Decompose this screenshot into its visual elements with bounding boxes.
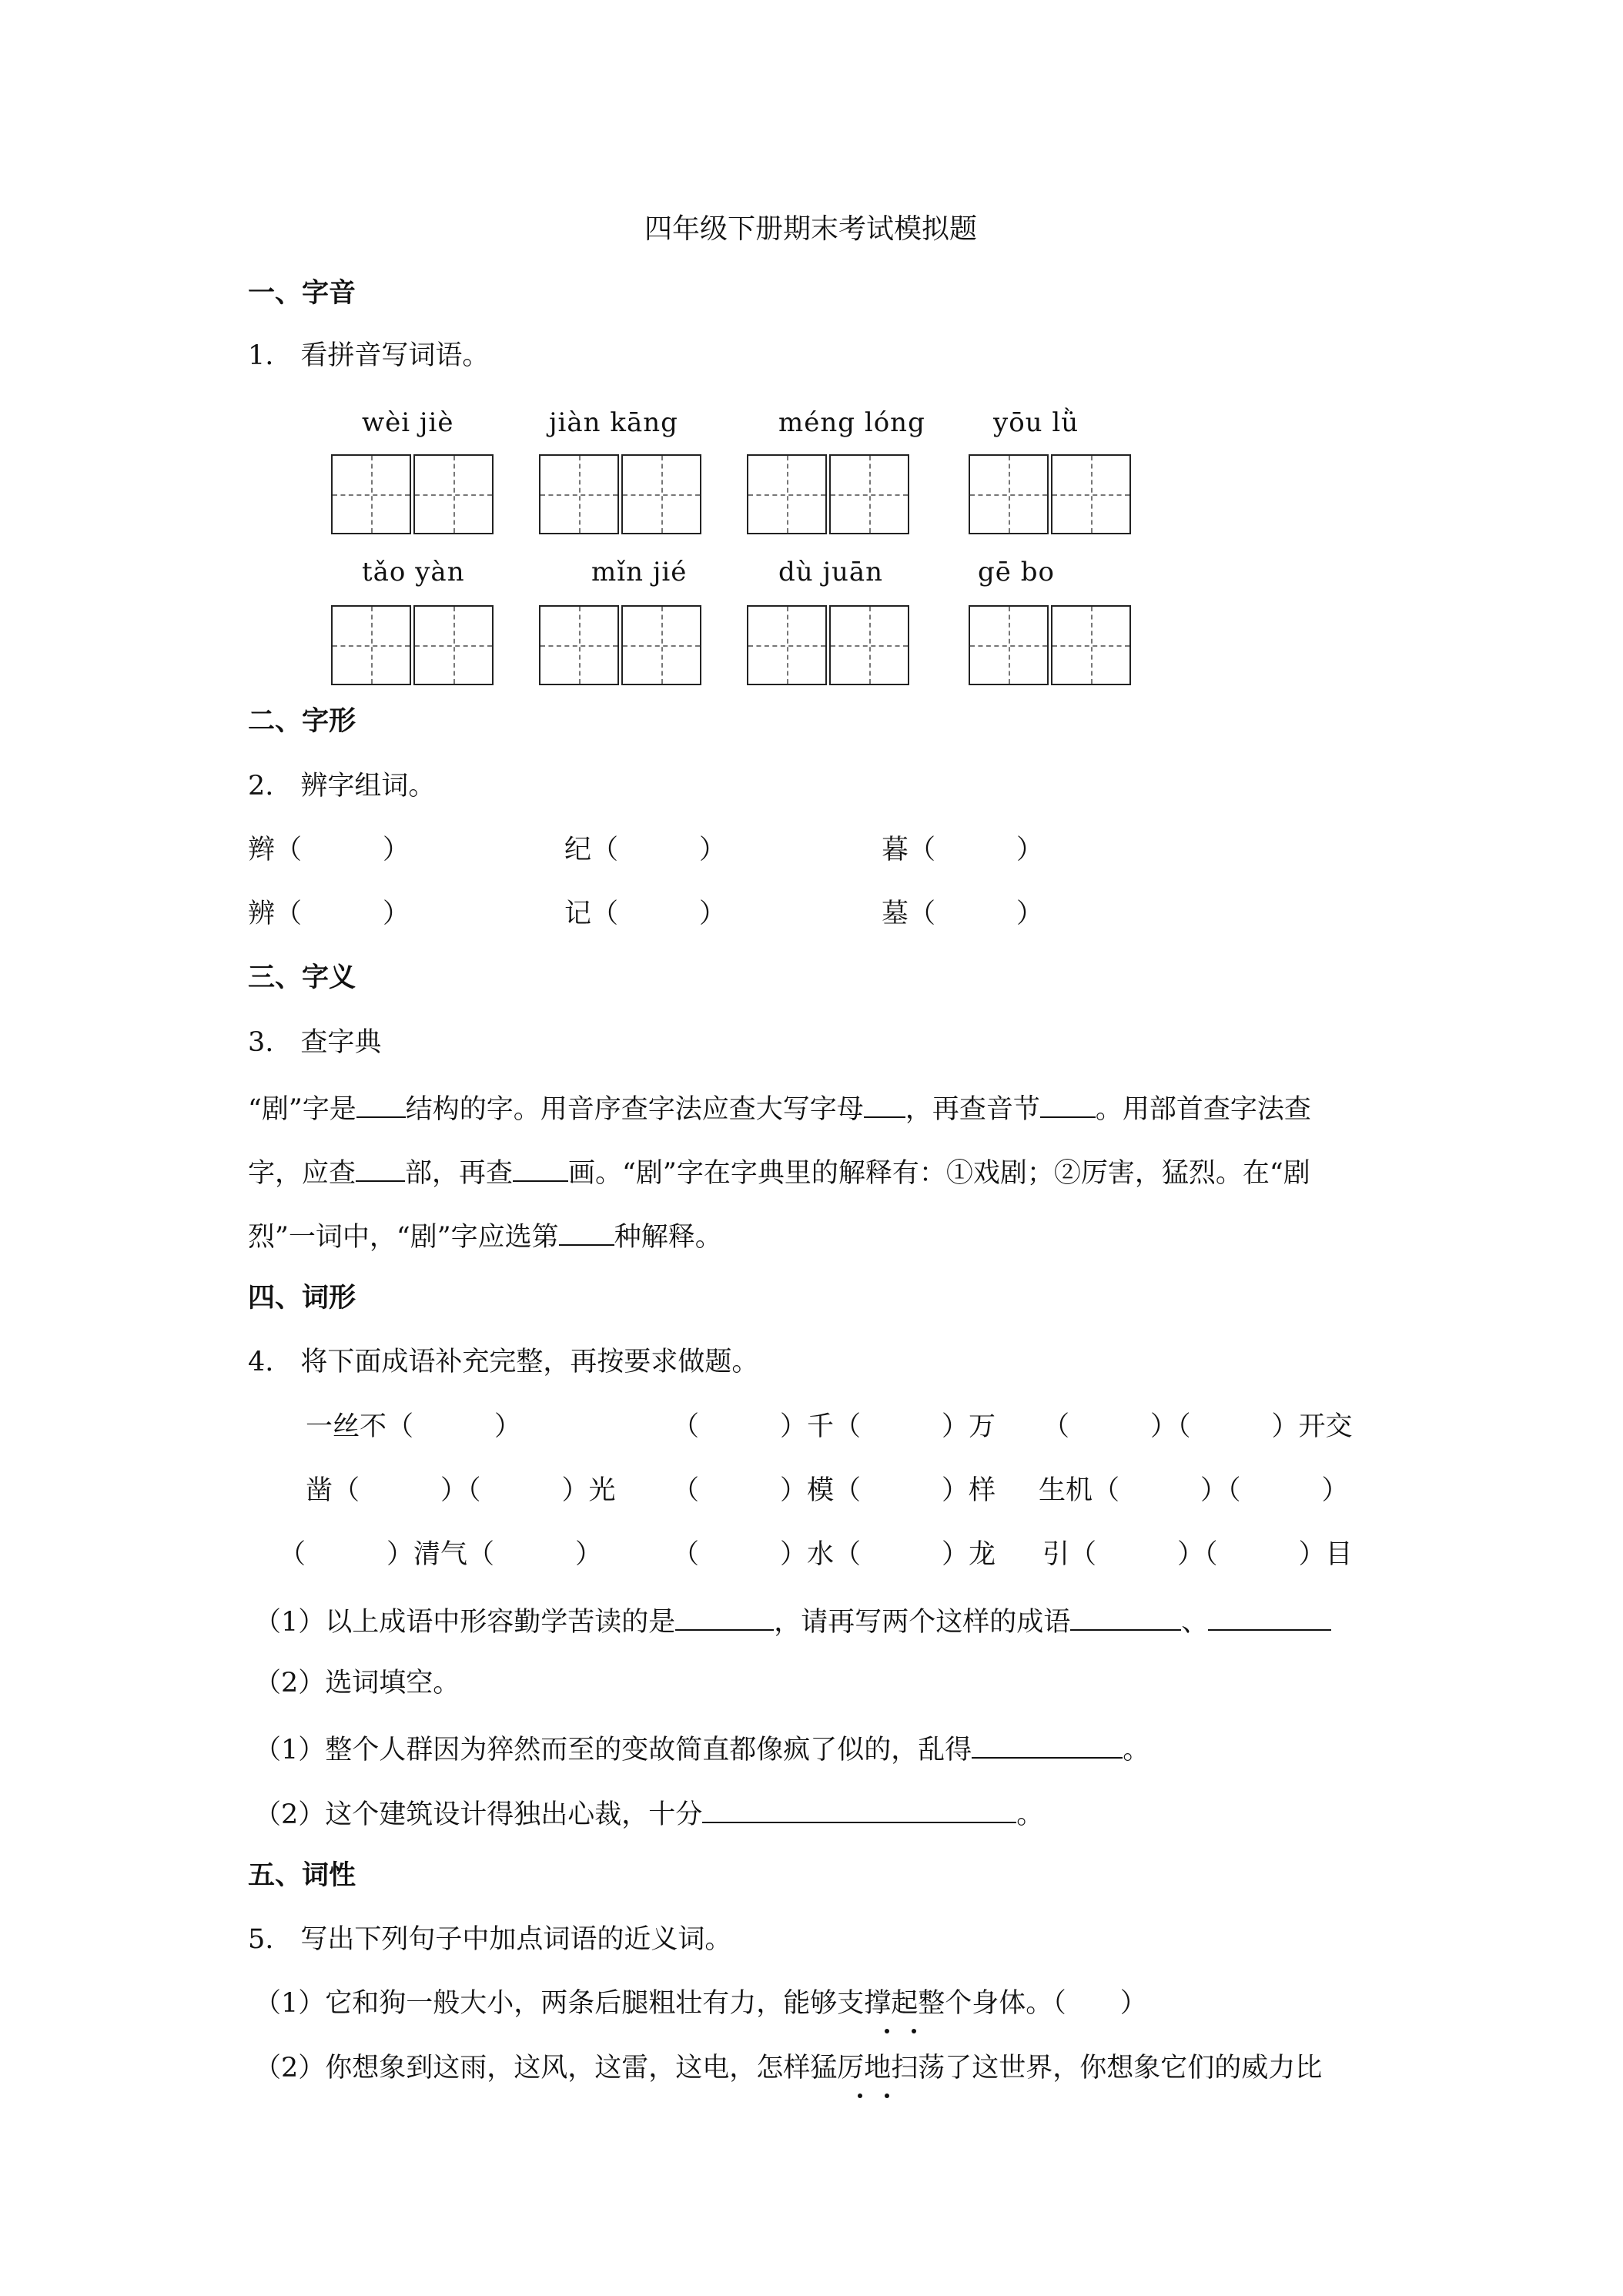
writing-grid[interactable] — [413, 605, 494, 685]
section-heading-4: 四、词形 — [248, 1283, 356, 1314]
emphasis-dot — [885, 2094, 889, 2098]
emphasis-dot — [885, 2029, 889, 2033]
word-pair-item: 辫（ ） — [248, 835, 410, 865]
dictionary-line-3: 烈”一词中，“剧”字应选第 种解释。 — [248, 1222, 722, 1253]
word-pair-item: 辨（ ） — [248, 899, 410, 929]
answer-blank[interactable] — [864, 1093, 905, 1118]
pinyin-1: wèi jiè — [362, 407, 454, 438]
section-heading-5: 五、词性 — [248, 1860, 356, 1891]
writing-grid[interactable] — [829, 454, 909, 534]
writing-grid[interactable] — [331, 454, 411, 534]
sentence-1: （1）它和狗一般大小，两条后腿粗壮有力，能够支撑起整个身体。（ ） — [254, 1988, 1147, 2019]
sub-question-2: （2）选词填空。 — [254, 1668, 460, 1699]
emphasis-dot — [858, 2094, 862, 2098]
writing-grid[interactable] — [413, 454, 494, 534]
pinyin-4: yōu lǜ — [993, 407, 1079, 438]
idiom-item: （ ）水（ ）龙 — [672, 1539, 996, 1570]
dictionary-line-2: 字，应查 部，再查 画。“剧”字在字典里的解释有：①戏剧；②厉害，猛烈。在“剧 — [248, 1158, 1310, 1189]
word-pair-item: 记（ ） — [564, 899, 727, 929]
idiom-item: 引（ ）（ ）目 — [1042, 1539, 1353, 1570]
question-2: 2. 辨字组词。 — [248, 771, 436, 802]
section-heading-1: 一、字音 — [248, 278, 356, 309]
writing-grid[interactable] — [621, 605, 701, 685]
answer-blank[interactable] — [513, 1157, 568, 1182]
writing-grid[interactable] — [539, 454, 619, 534]
word-pair-item: 墓（ ） — [882, 899, 1044, 929]
writing-grid[interactable] — [747, 454, 827, 534]
dotted-word: 支撑 — [837, 1988, 892, 2019]
writing-grid[interactable] — [747, 605, 827, 685]
dotted-word: 猛厉 — [810, 2053, 865, 2083]
answer-blank[interactable] — [702, 1799, 1016, 1823]
answer-blank[interactable] — [1070, 1606, 1181, 1631]
answer-blank[interactable] — [972, 1734, 1123, 1759]
writing-grid[interactable] — [539, 605, 619, 685]
answer-blank[interactable] — [559, 1221, 614, 1246]
idiom-item: 凿（ ）（ ）光 — [306, 1475, 616, 1506]
emphasis-dot — [912, 2029, 916, 2033]
word-pair-item: 纪（ ） — [564, 835, 727, 865]
idiom-item: （ ）（ ）开交 — [1042, 1411, 1353, 1442]
idiom-item: （ ）千（ ）万 — [672, 1411, 996, 1442]
dictionary-line-1: “剧”字是 结构的字。用音序查字法应查大写字母 ，再查音节 。用部首查字法查 — [248, 1094, 1311, 1125]
pinyin-6: mǐn jié — [591, 557, 688, 587]
question-1: 1. 看拼音写词语。 — [248, 340, 490, 371]
question-4: 4. 将下面成语补充完整，再按要求做题。 — [248, 1347, 759, 1377]
writing-grid[interactable] — [621, 454, 701, 534]
answer-blank[interactable] — [1040, 1093, 1096, 1118]
idiom-item: 一丝不（ ） — [306, 1411, 522, 1442]
idiom-item: （ ）模（ ）样 — [672, 1475, 996, 1506]
word-pair-item: 暮（ ） — [882, 835, 1044, 865]
writing-grid[interactable] — [829, 605, 909, 685]
writing-grid[interactable] — [1051, 605, 1131, 685]
pinyin-8: gē bo — [978, 557, 1055, 587]
writing-grid[interactable] — [969, 454, 1049, 534]
fill-sentence-1: （1）整个人群因为猝然而至的变故简直都像疯了似的，乱得 。 — [254, 1735, 1150, 1766]
section-heading-3: 三、字义 — [248, 962, 356, 993]
writing-grid[interactable] — [331, 605, 411, 685]
question-3: 3. 查字典 — [248, 1027, 382, 1058]
fill-sentence-2: （2）这个建筑设计得独出心裁，十分 。 — [254, 1799, 1044, 1830]
pinyin-2: jiàn kāng — [549, 407, 678, 438]
pinyin-5: tǎo yàn — [362, 557, 465, 587]
writing-grid[interactable] — [1051, 454, 1131, 534]
sentence-2: （2）你想象到这雨，这风，这雷，这电，怎样猛厉地扫荡了这世界，你想象它们的威力比 — [254, 2053, 1323, 2083]
idiom-item: （ ）清气（ ） — [279, 1539, 603, 1570]
answer-blank[interactable] — [356, 1157, 405, 1182]
writing-grid[interactable] — [969, 605, 1049, 685]
page-title: 四年级下册期末考试模拟题 — [644, 213, 978, 245]
sub-question-1: （1）以上成语中形容勤学苦读的是 ，请再写两个这样的成语 、 — [254, 1606, 1331, 1636]
pinyin-7: dù juān — [778, 557, 884, 587]
answer-blank[interactable] — [1208, 1606, 1331, 1631]
question-5: 5. 写出下列句子中加点词语的近义词。 — [248, 1924, 732, 1955]
answer-blank[interactable] — [675, 1606, 774, 1631]
pinyin-3: méng lóng — [778, 407, 925, 438]
answer-blank[interactable] — [356, 1093, 406, 1118]
section-heading-2: 二、字形 — [248, 706, 356, 737]
idiom-item: 生机（ ）（ ） — [1039, 1475, 1349, 1506]
